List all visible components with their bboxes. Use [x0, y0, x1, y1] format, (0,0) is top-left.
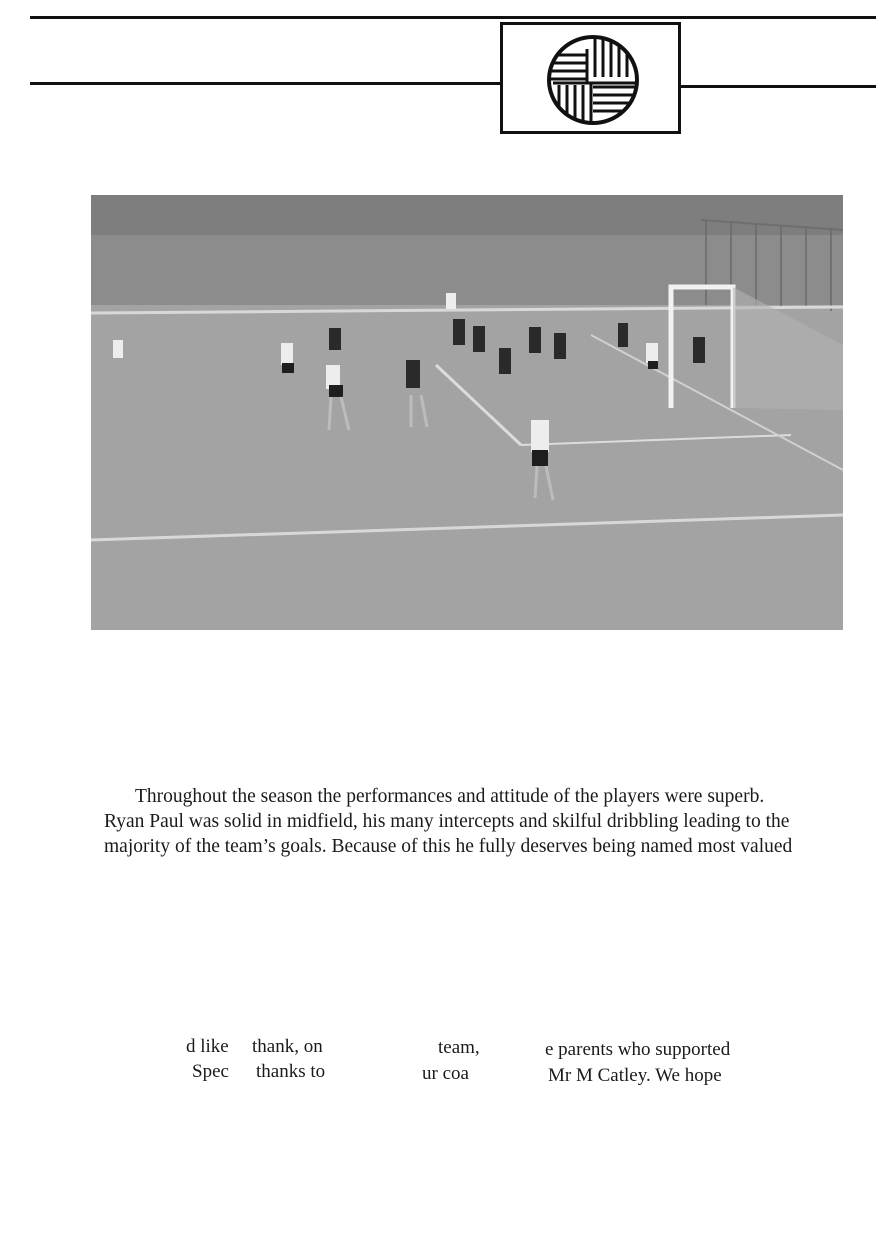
header-left-rule — [30, 82, 500, 85]
paragraph-line: Throughout the season the performances and attitude of the players were superb. — [135, 786, 765, 807]
text-fragment: ur coa — [422, 1063, 469, 1084]
football-match-photo — [91, 195, 843, 630]
paragraph-line: Ryan Paul was solid in midfield, his many intercepts and skilful dribbling leading to the — [104, 811, 790, 832]
paragraph-line: majority of the team’s goals. Because of this he fully deserves being named most valued — [104, 836, 793, 857]
football-icon — [547, 35, 639, 125]
header-top-rule — [30, 16, 876, 19]
text-fragment: Spec — [192, 1061, 229, 1082]
text-fragment: thanks to — [256, 1061, 326, 1082]
text-fragment: d like — [186, 1036, 229, 1057]
text-fragment: Mr M Catley. We hope — [548, 1065, 722, 1086]
text-fragment: team, — [438, 1037, 480, 1058]
text-fragment: e parents who supported — [545, 1039, 731, 1060]
season-summary-paragraph — [104, 784, 824, 859]
header-right-rule — [681, 85, 876, 88]
text-fragment: thank, on — [252, 1036, 323, 1057]
football-emblem-box — [500, 22, 681, 134]
